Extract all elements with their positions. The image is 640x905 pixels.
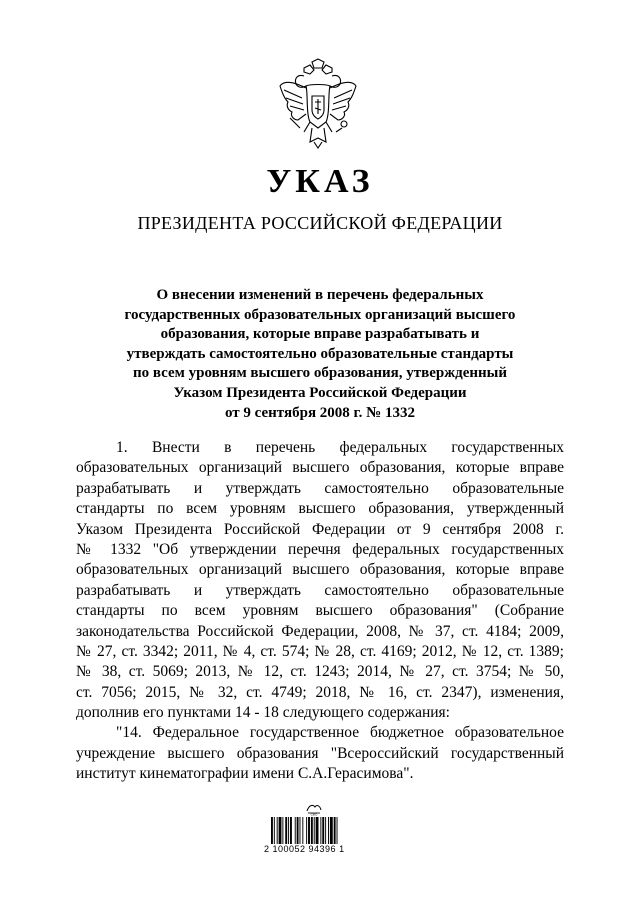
body-line: ст. 7056; 2015, № 32, ст. 4749; 2018, № 16, ст. 2347), изменения,	[76, 683, 564, 701]
body-line: учреждение высшего образования "Всероссийский государственный	[76, 744, 564, 762]
barcode-bar	[297, 817, 299, 844]
barcode-bar	[334, 817, 336, 844]
heading-line: Указом Президента Российской Федерации	[173, 384, 467, 401]
body-line: "14. Федеральное государственное бюджетное образовательное	[116, 724, 564, 742]
body-line: образовательных организаций высшего образования, которые вправе	[76, 561, 564, 579]
barcode-bar	[311, 817, 313, 844]
body-line: разрабатывать и утверждать самостоятельно образовательные	[76, 581, 564, 599]
barcode-bar	[306, 817, 307, 844]
barcode-bar	[314, 817, 315, 844]
barcode-bar	[308, 817, 310, 844]
barcode-icon	[270, 817, 362, 845]
barcode-bar	[300, 817, 301, 844]
barcode-bar	[320, 817, 321, 844]
decree-heading	[80, 286, 560, 423]
document-title: УКАЗ	[266, 163, 374, 200]
body-line: дополнив его пунктами 14 - 18 следующего содержания:	[76, 704, 450, 722]
barcode-bar	[322, 817, 324, 844]
barcode-bar	[285, 817, 287, 844]
barcode-bar	[325, 817, 326, 844]
barcode-bar	[295, 817, 296, 844]
barcode-bar	[290, 817, 292, 844]
body-line: 1. Внести в перечень федеральных государственных	[116, 439, 564, 456]
barcode-bar	[271, 817, 273, 844]
heading-line: по всем уровням высшего образования, утвержденный	[132, 365, 508, 382]
heading-line: образования, которые вправе разрабатывать и	[160, 326, 480, 343]
barcode-bar	[279, 817, 282, 844]
body-line: Указом Президента Российской Федерации от 9 сентября 2008 г.	[76, 520, 564, 538]
barcode-bar	[282, 817, 283, 844]
barcode-bar	[288, 817, 289, 844]
barcode-bar	[274, 817, 275, 844]
svg-text:СФО: СФО	[310, 812, 318, 816]
paragraph-1	[76, 438, 564, 723]
printing-house-logo-icon	[304, 802, 324, 816]
russian-coat-of-arms-icon	[276, 58, 360, 150]
body-line: институт кинематографии имени С.А.Герасимова".	[76, 765, 414, 783]
body-line: стандарты по всем уровням высшего образования" (Собрание	[76, 602, 564, 620]
body-line: законодательства Российской Федерации, 2008, № 37, ст. 4184; 2009,	[76, 622, 564, 640]
heading-line: от 9 сентября 2008 г. № 1332	[225, 404, 415, 421]
barcode-bar	[330, 817, 333, 844]
barcode-bar	[277, 817, 278, 844]
body-line: № 1332 "Об утверждении перечня федеральных государственных	[76, 540, 564, 558]
body-line: стандарты по всем уровням высшего образования, утвержденный	[76, 500, 564, 518]
body-line: образовательных организаций высшего образования, которые вправе	[76, 459, 564, 477]
body-line: разрабатывать и утверждать самостоятельно образовательные	[76, 479, 564, 497]
paragraph-2	[76, 723, 564, 784]
barcode-number: 2 100052 94396 1	[264, 844, 345, 854]
body-line: № 27, ст. 3342; 2011, № 4, ст. 574; № 28, ст. 4169; 2012, № 12, ст. 1389;	[76, 642, 564, 660]
barcode-bar	[337, 817, 338, 844]
barcode-bar	[328, 817, 329, 844]
heading-line: О внесении изменений в перечень федеральных	[156, 287, 484, 303]
barcode-bar	[302, 817, 303, 844]
heading-line: государственных образовательных организаций высшего	[124, 306, 516, 323]
body-line: № 38, ст. 5069; 2013, № 12, ст. 1243; 2014, № 27, ст. 3754; № 50,	[76, 663, 564, 681]
heading-line: утверждать самостоятельно образовательные стандарты	[126, 345, 514, 362]
barcode-bar	[316, 817, 319, 844]
decree-body	[76, 438, 564, 785]
document-subtitle: ПРЕЗИДЕНТА РОССИЙСКОЙ ФЕДЕРАЦИИ	[137, 213, 503, 233]
